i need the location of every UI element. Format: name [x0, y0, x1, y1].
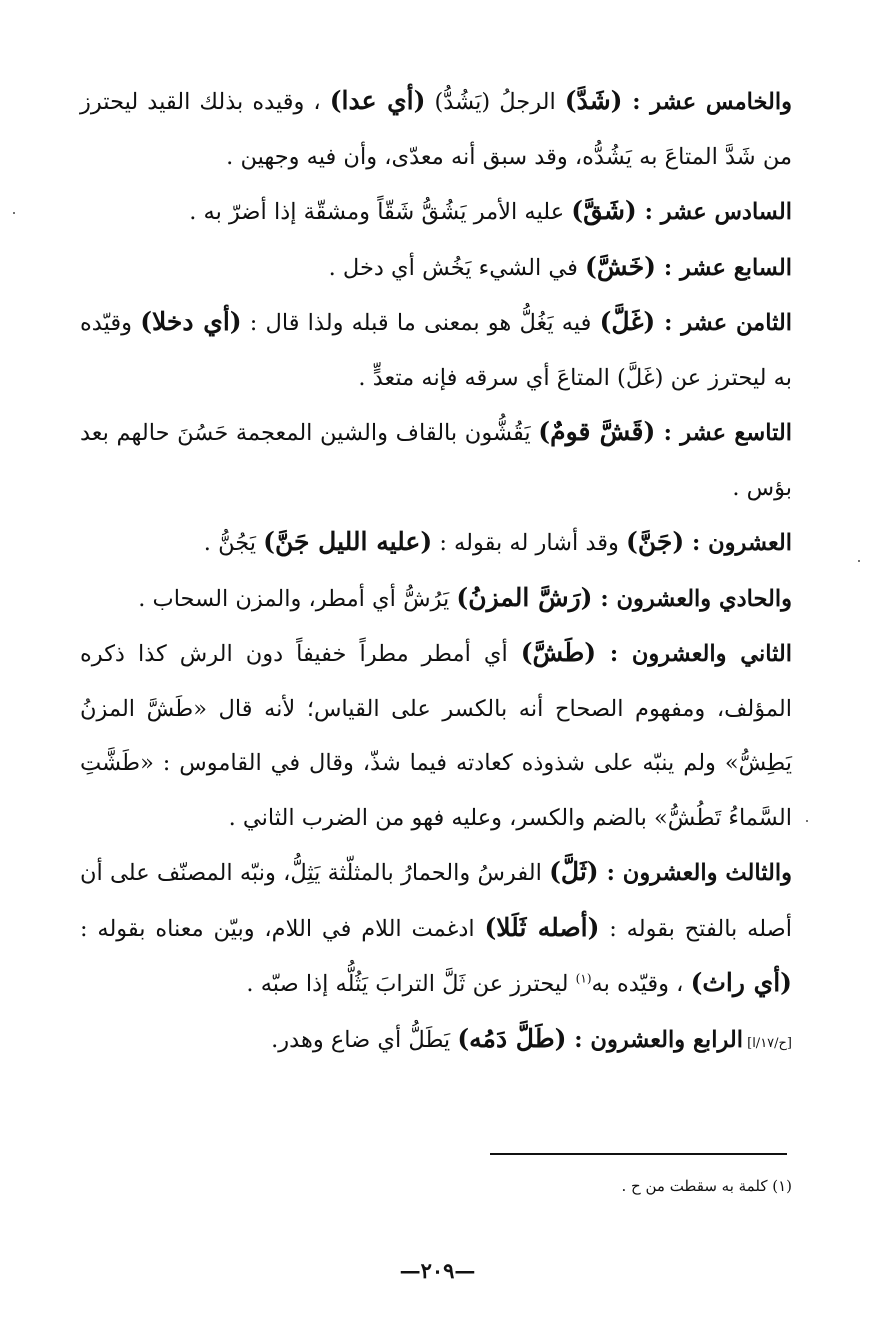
- scan-speck: [13, 212, 15, 214]
- quoted-term: (رَشَّ المزنُ): [456, 582, 593, 612]
- entry-label: العشرون :: [684, 530, 792, 556]
- quoted-term: (أي راث): [690, 968, 792, 997]
- quoted-term: (شَقَّ): [571, 196, 637, 225]
- paragraph-16: [80, 184, 792, 240]
- text-run: ادغمت اللام في اللام، وبيّن معناه بقوله :: [80, 915, 485, 942]
- text-run: يَطَلُّ أي ضاع وهدر.: [271, 1026, 458, 1053]
- main-text: [80, 74, 792, 1071]
- text-run: أي أمطر مطراً خفيفاً دون الرش كذا ذكره المؤلف، ومفهوم الصحاح أنه بالكسر على القياس؛ لأنه قال «طَشَّ المزنُ يَطِشُّ» ولم ينبّه على شذوذه كعادته فيما شذّ، وقال في القاموس : «طَشَّتِ السَّماءُ تَطُشُّ» بالضم والكسر، وعليه فهو من الضرب الثاني .: [80, 641, 792, 831]
- paragraph-20: [80, 515, 792, 571]
- text-run: يَجُنُّ .: [203, 530, 264, 556]
- entry-label: والخامس عشر :: [622, 89, 792, 115]
- entry-label: السابع عشر :: [656, 254, 792, 281]
- text-run: وقد أشار له بقوله :: [432, 530, 627, 556]
- page-number: —٢٠٩—: [399, 1258, 476, 1283]
- text-run: يَرُشُّ أي أمطر، والمزن السحاب .: [138, 585, 457, 612]
- entry-label: الثاني والعشرون :: [596, 641, 792, 667]
- entry-label: الثامن عشر :: [655, 310, 792, 336]
- quoted-term: (قَشَّ قومٌ): [538, 417, 656, 446]
- entry-label: التاسع عشر :: [655, 420, 792, 446]
- text-run: الفرسُ والحمارُ بالمثلّثة يَثِلُّ، ونبّه المصنّف على أن أصله بالفتح بقوله :: [80, 860, 792, 942]
- text-run: الرجلُ (يَشُدُّ): [425, 89, 565, 115]
- paragraph-23: [80, 845, 792, 1012]
- quoted-term: (أي دخلا): [140, 307, 242, 336]
- paragraph-21: [80, 571, 792, 627]
- text-run: ، وقيّده به: [591, 971, 691, 997]
- text-run: فيه يَغُلُّ هو بمعنى ما قبله ولذا قال :: [241, 310, 600, 336]
- quoted-term: (جَنَّ): [626, 527, 685, 556]
- manuscript-ref: [ح/١٧/ا]: [742, 1035, 792, 1051]
- quoted-term: (غَلَّ): [599, 307, 656, 336]
- text-run: ، وقيده بذلك القيد ليحترز من شَدَّ المتاعَ به يَشُدُّه، وقد سبق أنه معدّى، وأن فيه وجهين .: [80, 89, 792, 170]
- text-run: وقيّده به ليحترز عن (غَلَّ) المتاعَ أي سرقه فإنه متعدٍّ .: [80, 310, 792, 391]
- text-run: ليحترز عن ثَلَّ الترابَ يَثُلُّه إذا صبّه .: [246, 971, 576, 997]
- paragraph-17: [80, 240, 792, 296]
- quoted-term: (خَشَّ): [585, 251, 656, 281]
- quoted-term: (ثَلَّ): [549, 857, 599, 886]
- entry-label: والثالث والعشرون :: [598, 860, 792, 886]
- footnote-marker: (١): [575, 971, 592, 986]
- quoted-term: (أي عدا): [329, 86, 426, 115]
- paragraph-22: [80, 626, 792, 845]
- paragraph-18: [80, 295, 792, 405]
- quoted-term: (طَلَّ دَمُه): [457, 1023, 567, 1053]
- quoted-term: (عليه الليل جَنَّ): [263, 527, 433, 556]
- quoted-term: (شَدَّ): [564, 86, 623, 115]
- quoted-term: (طَشَّ): [520, 638, 597, 667]
- paragraph-19: [80, 405, 792, 515]
- text-run: يَقُشُّون بالقاف والشين المعجمة حَسُنَ حالهم بعد بؤس .: [80, 420, 792, 501]
- scan-speck: [858, 560, 860, 562]
- paragraph-15: [80, 74, 792, 184]
- entry-label: والحادي والعشرون :: [592, 585, 792, 612]
- entry-label: السادس عشر :: [636, 199, 792, 225]
- scan-speck: [806, 820, 808, 822]
- entry-label: الرابع والعشرون :: [566, 1026, 743, 1053]
- text-run: عليه الأمر يَشُقُّ شَقّاً ومشقّة إذا أضرّ به .: [189, 199, 572, 225]
- footnote: (١) كلمة به سقطت من ح .: [621, 1177, 792, 1195]
- text-run: في الشيء يَخُش أي دخل .: [328, 254, 586, 281]
- footnote-divider: [490, 1153, 787, 1155]
- paragraph-24: [80, 1012, 792, 1072]
- quoted-term: (أصله ثَلَلا): [484, 912, 600, 942]
